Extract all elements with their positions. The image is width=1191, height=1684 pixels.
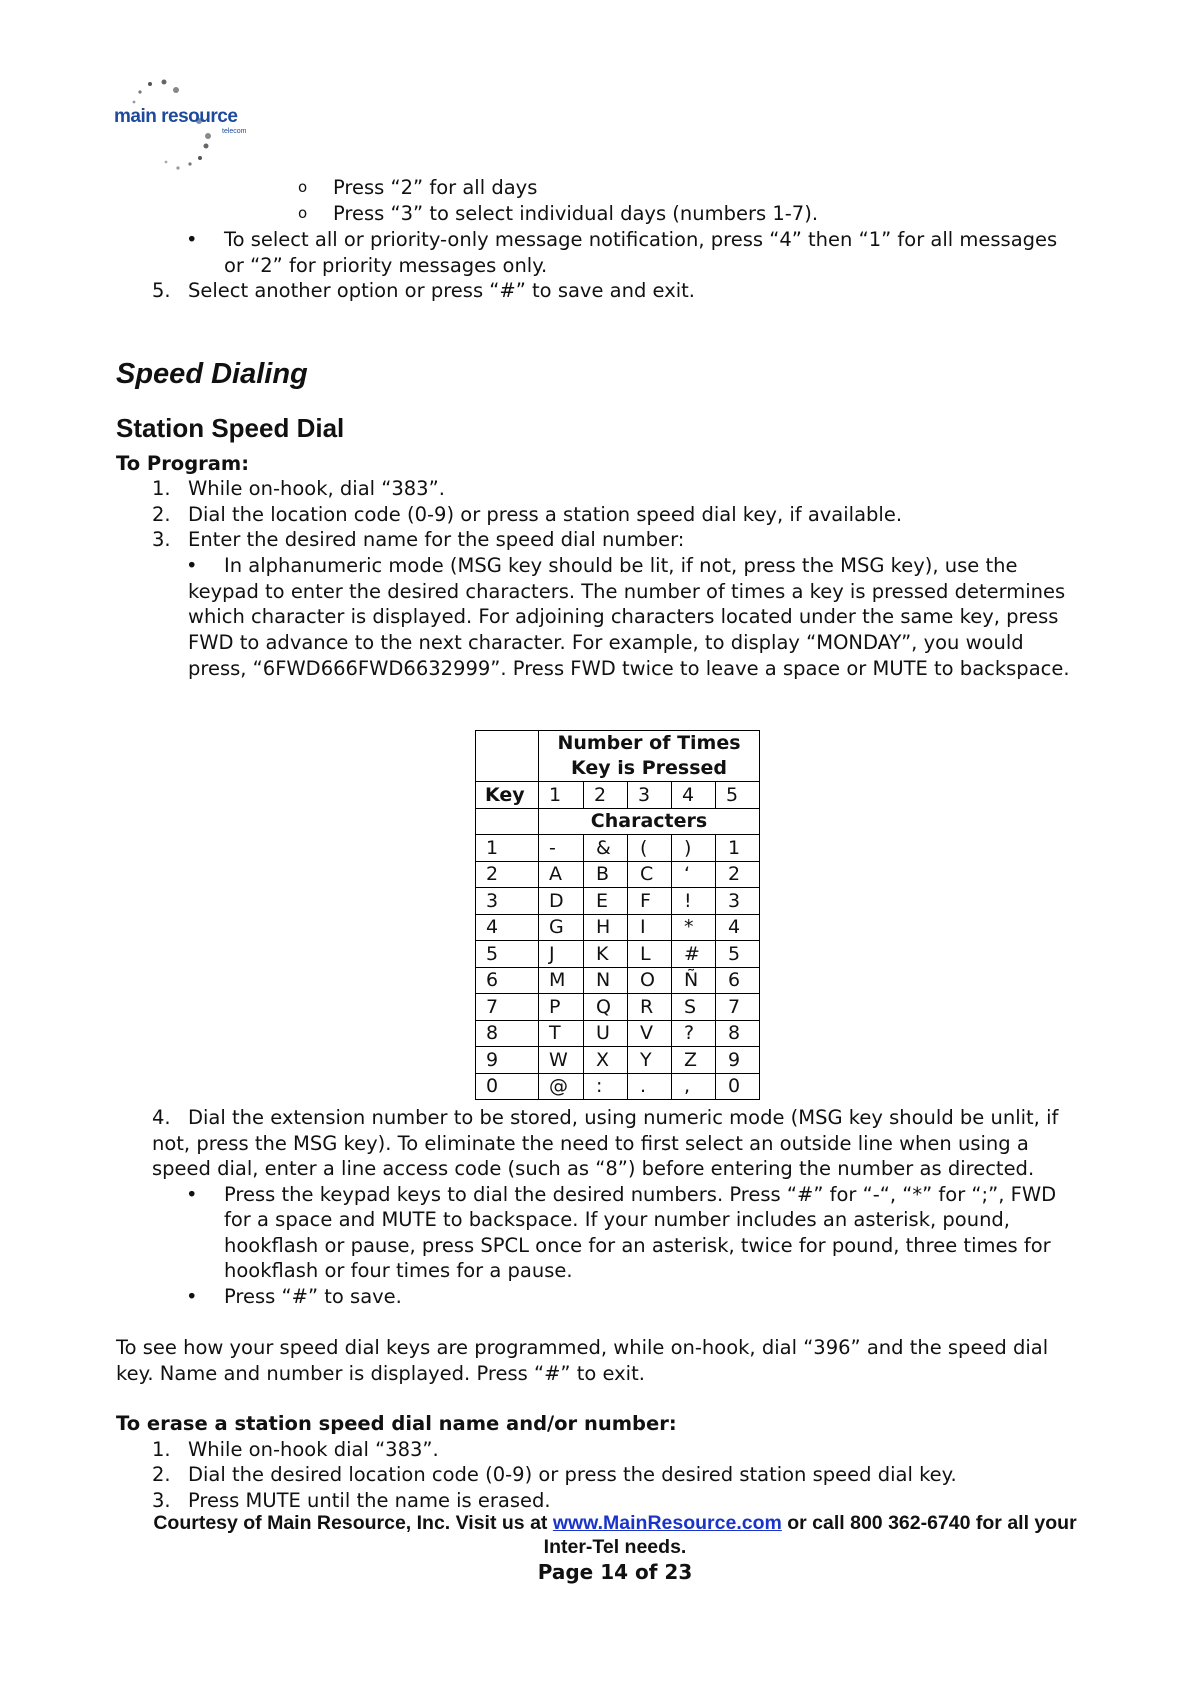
bullet-notification-line1: To select all or priority-only message notification, press “4” then “1” for all messages — [224, 228, 1058, 251]
press-count: 2 — [584, 782, 628, 809]
step-number: 2. — [152, 1463, 171, 1486]
table-row — [476, 861, 760, 888]
key-cell: 5 — [476, 941, 539, 968]
character-cell: U — [584, 1020, 628, 1047]
table-header-key: Key — [476, 782, 539, 809]
press-count: 4 — [672, 782, 716, 809]
key-cell: 3 — [476, 888, 539, 915]
character-cell: & — [584, 835, 628, 862]
see-paragraph-line2: key. Name and number is displayed. Press “#” to exit. — [116, 1362, 645, 1385]
character-cell: 8 — [716, 1020, 760, 1047]
step-number: 3. — [152, 528, 171, 551]
sub-bullet-icon: o — [298, 178, 308, 196]
step-4-line3: speed dial, enter a line access code (such as “8”) before entering the number as directed. — [152, 1157, 1035, 1180]
character-cell: S — [672, 994, 716, 1021]
erase-label: To erase a station speed dial name and/or number: — [116, 1412, 677, 1435]
character-cell: @ — [539, 1073, 584, 1100]
step-4-line1: Dial the extension number to be stored, using numeric mode (MSG key should be unlit, if — [188, 1106, 1059, 1129]
key-cell: 8 — [476, 1020, 539, 1047]
character-cell: R — [628, 994, 672, 1021]
alpha-mode-line: press, “6FWD666FWD6632999”. Press FWD twice to leave a space or MUTE to backspace. — [188, 657, 1070, 680]
bullet-notification-line2: or “2” for priority messages only. — [224, 254, 548, 277]
save-bullet: Press “#” to save. — [224, 1285, 402, 1308]
character-cell: ( — [628, 835, 672, 862]
character-cell: O — [628, 967, 672, 994]
keypad-bullet-line: hookflash or pause, press SPCL once for an asterisk, twice for pound, three times for — [224, 1234, 1051, 1257]
table-row — [476, 888, 760, 915]
program-step-3: Enter the desired name for the speed dial number: — [188, 528, 685, 551]
step-number: 4. — [152, 1106, 171, 1129]
logo-subtext: telecom — [222, 128, 247, 135]
character-cell: , — [672, 1073, 716, 1100]
character-cell: G — [539, 914, 584, 941]
key-cell: 2 — [476, 861, 539, 888]
alpha-mode-line: keypad to enter the desired characters. The number of times a key is pressed determines — [188, 580, 1066, 603]
bullet-icon: • — [186, 228, 198, 251]
section-heading: Speed Dialing — [116, 358, 308, 390]
character-cell: 3 — [716, 888, 760, 915]
character-cell: 4 — [716, 914, 760, 941]
table-row — [476, 914, 760, 941]
erase-step-2: Dial the desired location code (0-9) or press the desired station speed dial key. — [188, 1463, 957, 1486]
key-cell: 4 — [476, 914, 539, 941]
character-cell: # — [672, 941, 716, 968]
alpha-mode-line: In alphanumeric mode (MSG key should be lit, if not, press the MSG key), use the — [224, 554, 1018, 577]
table-row — [476, 994, 760, 1021]
character-cell: . — [628, 1073, 672, 1100]
character-cell: Y — [628, 1047, 672, 1074]
subsection-heading: Station Speed Dial — [116, 413, 345, 443]
erase-step-3: Press MUTE until the name is erased. — [188, 1489, 551, 1512]
character-cell: 9 — [716, 1047, 760, 1074]
character-cell: 1 — [716, 835, 760, 862]
keypad-bullet-line: hookflash or four times for a pause. — [224, 1259, 573, 1282]
footer-line2: Inter-Tel needs. — [543, 1536, 687, 1558]
character-cell: 5 — [716, 941, 760, 968]
alpha-mode-line: FWD to advance to the next character. For example, to display “MONDAY”, you would — [188, 631, 1024, 654]
logo-text: main resource — [114, 106, 238, 127]
press-count: 5 — [716, 782, 760, 809]
character-cell: Ñ — [672, 967, 716, 994]
character-cell: L — [628, 941, 672, 968]
company-logo — [110, 76, 260, 172]
sub-item-all-days: Press “2” for all days — [333, 176, 538, 199]
website-link[interactable]: www.MainResource.com — [552, 1512, 782, 1534]
bullet-icon: • — [186, 554, 198, 577]
key-cell: 1 — [476, 835, 539, 862]
step-number: 2. — [152, 503, 171, 526]
page-number: Page 14 of 23 — [537, 1560, 693, 1584]
character-cell: K — [584, 941, 628, 968]
program-label: To Program: — [116, 452, 250, 475]
character-cell: ‘ — [672, 861, 716, 888]
character-cell: - — [539, 835, 584, 862]
character-cell: P — [539, 994, 584, 1021]
table-row — [476, 1047, 760, 1074]
sub-bullet-icon: o — [298, 204, 308, 222]
step-number: 3. — [152, 1489, 171, 1512]
keypad-character-table — [475, 730, 760, 1100]
character-cell: ! — [672, 888, 716, 915]
character-cell: : — [584, 1073, 628, 1100]
character-cell: X — [584, 1047, 628, 1074]
character-cell: H — [584, 914, 628, 941]
key-cell: 9 — [476, 1047, 539, 1074]
table-header-presses: Number of Times Key is Pressed — [539, 731, 760, 782]
character-cell: Z — [672, 1047, 716, 1074]
character-cell: I — [628, 914, 672, 941]
press-count: 3 — [628, 782, 672, 809]
character-cell: N — [584, 967, 628, 994]
character-cell: ? — [672, 1020, 716, 1047]
press-count: 1 — [539, 782, 584, 809]
bullet-icon: • — [186, 1285, 198, 1308]
table-row — [476, 1073, 760, 1100]
step-number: 5. — [152, 279, 171, 302]
character-cell: V — [628, 1020, 672, 1047]
character-cell: 6 — [716, 967, 760, 994]
character-cell: C — [628, 861, 672, 888]
character-cell: A — [539, 861, 584, 888]
key-cell: 6 — [476, 967, 539, 994]
keypad-bullet-line: Press the keypad keys to dial the desired numbers. Press “#” for “-“, “*” for “;”, FWD — [224, 1183, 1057, 1206]
step-4-line2: not, press the MSG key). To eliminate the need to first select an outside line when using a — [152, 1132, 1029, 1155]
table-row — [476, 967, 760, 994]
table-row — [476, 1020, 760, 1047]
step-number: 1. — [152, 1438, 171, 1461]
character-cell: E — [584, 888, 628, 915]
see-paragraph-line1: To see how your speed dial keys are programmed, while on-hook, dial “396” and the speed dial — [116, 1336, 1049, 1359]
step-5-text: Select another option or press “#” to save and exit. — [188, 279, 695, 302]
footer-courtesy: Courtesy of Main Resource, Inc. Visit us at www.MainResource.com or call 800 362-6740 for all your — [153, 1512, 1077, 1534]
erase-step-1: While on-hook dial “383”. — [188, 1438, 439, 1461]
program-step-2: Dial the location code (0-9) or press a station speed dial key, if available. — [188, 503, 903, 526]
character-cell: F — [628, 888, 672, 915]
bullet-icon: • — [186, 1183, 198, 1206]
character-cell: Q — [584, 994, 628, 1021]
sub-item-individual-days: Press “3” to select individual days (numbers 1-7). — [333, 202, 819, 225]
character-cell: 2 — [716, 861, 760, 888]
character-cell: B — [584, 861, 628, 888]
character-cell: M — [539, 967, 584, 994]
key-cell: 7 — [476, 994, 539, 1021]
character-cell: W — [539, 1047, 584, 1074]
alpha-mode-line: which character is displayed. For adjoining characters located under the same key, press — [188, 605, 1059, 628]
table-row — [476, 835, 760, 862]
keypad-bullet-line: for a space and MUTE to backspace. If your number includes an asterisk, pound, — [224, 1208, 1011, 1231]
table-header-characters: Characters — [539, 808, 760, 835]
table-row — [476, 941, 760, 968]
key-cell: 0 — [476, 1073, 539, 1100]
character-cell: * — [672, 914, 716, 941]
step-number: 1. — [152, 477, 171, 500]
character-cell: D — [539, 888, 584, 915]
character-cell: ) — [672, 835, 716, 862]
program-step-1: While on-hook, dial “383”. — [188, 477, 445, 500]
character-cell: T — [539, 1020, 584, 1047]
character-cell: 7 — [716, 994, 760, 1021]
character-cell: J — [539, 941, 584, 968]
character-cell: 0 — [716, 1073, 760, 1100]
